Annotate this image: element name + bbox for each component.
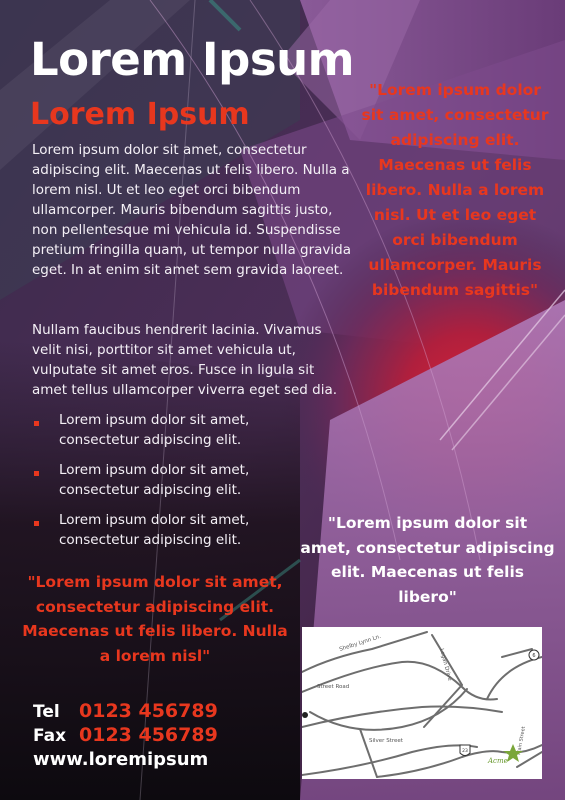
- tel-number: 0123 456789: [79, 700, 218, 722]
- pull-quote-bottom-left: "Lorem ipsum dolor sit amet, consectetur adipiscing elit. Maecenas ut felis libero. Nulla a lorem nisl": [22, 573, 288, 665]
- page-title: Lorem Ipsum: [30, 33, 355, 86]
- page-subtitle: Lorem Ipsum: [30, 97, 250, 132]
- pin-icon: [302, 712, 308, 718]
- list-item: [32, 410, 292, 450]
- list-item: [32, 510, 292, 550]
- map-drawing: [302, 627, 542, 779]
- tel-line: [33, 700, 218, 724]
- highway-marker-icon: [529, 650, 539, 660]
- contact-block: [33, 700, 218, 771]
- bullet-list: [32, 410, 292, 560]
- list-item: [32, 460, 292, 500]
- tel-label: Tel: [33, 702, 60, 722]
- street-label: Logan Drive: [438, 647, 453, 682]
- pull-quote-middle-right: "Lorem ipsum dolor sit amet, consectetur adipiscing elit. Maecenas ut felis libero": [300, 514, 555, 606]
- list-item-text: Lorem ipsum dolor sit amet, consectetur adipiscing elit.: [59, 512, 250, 548]
- list-item-text: Lorem ipsum dolor sit amet, consectetur adipiscing elit.: [59, 412, 250, 448]
- fax-label: Fax: [33, 726, 67, 746]
- marker-label: 23: [462, 749, 468, 754]
- list-item-text: Lorem ipsum dolor sit amet, consectetur adipiscing elit.: [59, 462, 250, 498]
- highway-marker-icon: [460, 745, 470, 756]
- bullet-icon: [34, 421, 39, 426]
- website-link[interactable]: www.loremipsum: [33, 749, 209, 770]
- location-map[interactable]: [302, 627, 542, 779]
- street-label: Main Street: [516, 726, 527, 756]
- street-label: Shelby Lynn Ln.: [338, 633, 382, 653]
- fax-line: [33, 724, 218, 748]
- body-paragraph: Nullam faucibus hendrerit lacinia. Vivamus velit nisi, porttitor sit amet vehicula ut, vulputate sit amet eros. Fusce in ligula sit amet tellus ullamcorper viverra eget sed dia.: [32, 322, 338, 398]
- street-label: Silver Street: [369, 738, 403, 744]
- street-label: Street Road: [317, 684, 350, 690]
- bullet-icon: [34, 521, 39, 526]
- marker-label: 6: [532, 653, 536, 659]
- destination-label: Acme: [488, 757, 508, 765]
- body-paragraph: Lorem ipsum dolor sit amet, consectetur adipiscing elit. Maecenas ut felis libero. Nulla a lorem nisl. Ut et leo eget orci bibendum ullamcorper. Mauris bibendum sagittis justo, non pellentesque mi vehicula id. Suspendisse pretium fringilla quam, ut tempor nulla gravida eget. In at enim sit amet sem gravida laoreet.: [32, 142, 352, 278]
- bullet-icon: [34, 471, 39, 476]
- pull-quote-top-right: "Lorem ipsum dolor sit amet, consectetur adipiscing elit. Maecenas ut felis libero. Nulla a lorem nisl. Ut et leo eget orci bibendum ullamcorper. Mauris bibendum sagittis": [361, 81, 549, 299]
- fax-number: 0123 456789: [79, 724, 218, 746]
